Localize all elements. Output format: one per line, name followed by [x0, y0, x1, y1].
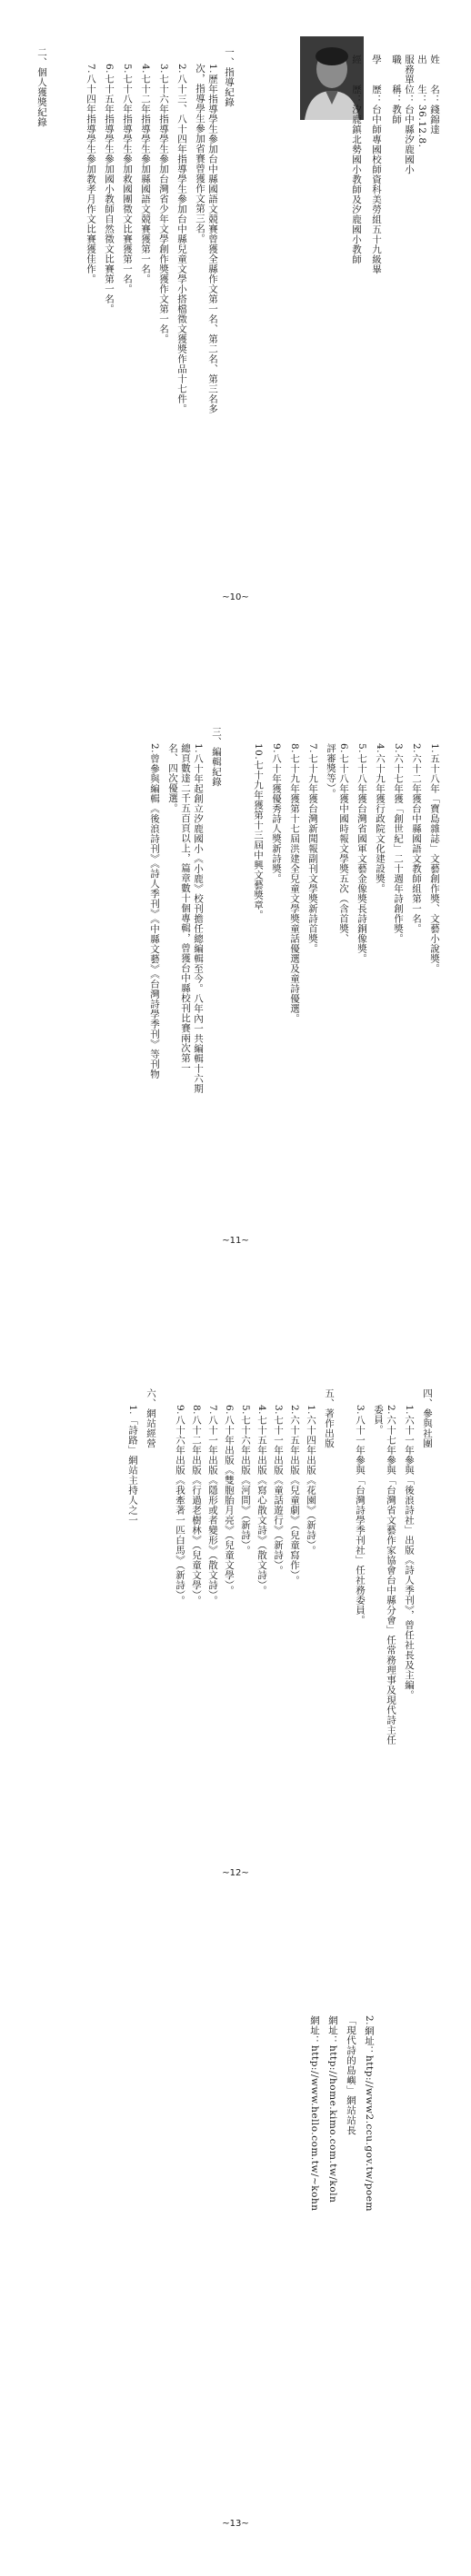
- page-13: [0, 1930, 471, 2576]
- page-number-11: ~11~: [222, 1236, 249, 1246]
- page-12: [0, 1287, 471, 1930]
- text-column: 四、參與社團: [422, 1388, 433, 1448]
- text-column: 5.七十六年出版《河問》（新詩）。: [240, 1405, 251, 1556]
- text-column: 1.五十八年「寶島雜誌」文藝創作獎、文藝小說獎。: [429, 743, 440, 974]
- text-column: 2.六十五年出版《兒童劇》（兒童寫作）。: [289, 1405, 300, 1586]
- text-column: 經 歷：汐鹿鎮北勢國小教師及汐鹿國小教師: [351, 55, 362, 264]
- text-column: 名、四次優選。: [167, 743, 178, 813]
- text-column: 1.六十一年參與「後浪詩社」出版《詩人季刊》，曾任社長及主編。: [404, 1405, 415, 1700]
- text-column: 9.八十年獲優秀詩人獎新詩獎。: [271, 743, 282, 884]
- text-column: 姓 名：錢錦達: [429, 55, 440, 134]
- text-column: 評審獎等）。: [326, 743, 336, 799]
- text-column: 職 稱：教師: [391, 55, 402, 124]
- text-column: 3.八十一年參與「台灣詩學季刊社」任社務委員。: [355, 1405, 366, 1626]
- text-column: 4.七十二年指導學生參加縣國語文競賽獲第一名。: [140, 64, 151, 284]
- text-column: 網址：http://home.kimo.com.tw/koln: [327, 2015, 338, 2203]
- text-column: 3.六十七年獲「創世紀」二十週年詩創作獎。: [393, 743, 404, 944]
- text-column: 1.歷年指導學生參加台中縣國語文競賽曾獲全縣作文第一名、第二名、第三名多: [207, 64, 218, 414]
- text-column: 總頁數達二千五百頁以上，篇章數十個專輯，曾獲台中縣校刊比賽兩次第一: [180, 743, 191, 1073]
- text-column: 「現代詩的島嶼」網站站長: [346, 2015, 356, 2135]
- text-column: 次，指導學生參加省賽曾獲作文第三名。: [195, 64, 205, 244]
- text-column: 網址：http://www.hello.com.tw/~kohn: [309, 2015, 320, 2212]
- text-column: 服務單位：台中縣汐鹿國小: [404, 55, 415, 174]
- page-number-12: ~12~: [222, 1868, 249, 1878]
- text-column: 10.七十九年獲第十三屆中興文藝獎章。: [253, 743, 264, 920]
- text-column: 8.八十二年出版《行過老樹林》（兒童文學）。: [191, 1405, 202, 1606]
- text-column: 4.六十九年獲行政院文化建設獎。: [375, 743, 386, 894]
- text-column: 3.七十六年指導學生參加台灣省少年文學創作獎獲作文第一名。: [158, 64, 169, 344]
- page-number-13: ~13~: [222, 2519, 249, 2529]
- page-11: [0, 643, 471, 1287]
- text-column: 2.網址：http://www2.ccu.gov.tw/poem: [364, 2015, 375, 2212]
- text-column: 7.七十九年獲台灣新聞報副刊文學獎新詩首獎。: [307, 743, 318, 954]
- text-column: 六、網站經營: [145, 1388, 156, 1448]
- text-column: 1.六十四年出版《花園》（新詩）。: [306, 1405, 316, 1556]
- text-column: 6.七十八年獲中國時報文學獎五次（含首獎、: [338, 743, 349, 944]
- page-number-10: ~10~: [222, 592, 249, 602]
- text-column: 6.八十年出版《雙胞胎月亮》（兒童文學）。: [224, 1405, 235, 1596]
- page-10: [0, 0, 471, 643]
- text-column: 1.「詩路」網站主持人之一: [127, 1405, 138, 1526]
- text-column: 1.八十年起創立汐鹿國小《小鹿》校刊擔任總編輯至今。八年內一共編輯十六期: [193, 743, 204, 1094]
- text-column: 2.八十三、八十四年指導學生參加台中縣兒童文學小搭檔徵文獲獎作品十七件。: [176, 64, 187, 414]
- text-column: 9.八十六年出版《我牽著一匹白馬》（新詩）。: [175, 1405, 185, 1606]
- text-column: 學 歷：台中師專國校師資科美勞組五十九級畢: [371, 55, 382, 274]
- text-column: 8.七十九年獲第十七屆洪建全兒童文學獎童話優選及童詩優選。: [289, 743, 300, 1024]
- text-column: 7.八十四年指導學生參加教孝月作文比賽獲佳作。: [85, 64, 96, 284]
- text-column: 二、個人獲獎紀錄: [36, 47, 47, 127]
- text-column: 委員。: [373, 1405, 384, 1435]
- text-column: 2.六十七年參與「台灣省文藝作家協會台中縣分會」任常務理事及現代詩主任: [386, 1405, 396, 1746]
- text-column: 4.七十五年出版《寫心散文詩》（散文詩）。: [256, 1405, 267, 1596]
- text-column: 出 生：36.12.8.: [416, 55, 427, 148]
- text-column: 2.六十二年獲台中縣國語文教師組第一名。: [411, 743, 422, 934]
- text-column: 3.七十一年出版《童話遊行》（新詩）。: [273, 1405, 284, 1576]
- text-column: 5.七十八年獲台灣省國軍文藝金像獎長詩銅像獎。: [356, 743, 367, 964]
- text-column: 五、著作出版: [324, 1388, 335, 1448]
- text-column: 7.八十一年出版《隱形或者變形》（散文詩）。: [207, 1405, 218, 1606]
- text-column: 5.七十八年指導學生參加救國團徵文比賽獲第一名。: [122, 64, 133, 294]
- text-column: 一、指導紀錄: [224, 47, 235, 107]
- text-column: 三、編輯紀錄: [211, 727, 222, 787]
- text-column: 2.曾參與編輯《後浪詩刊》《詩人季刊》《中縣文藝》《台灣詩學季刊》等刊物: [149, 743, 160, 1079]
- text-column: 6.七十五年指導學生參加國小教師自然徵文比賽第一名。: [104, 64, 115, 314]
